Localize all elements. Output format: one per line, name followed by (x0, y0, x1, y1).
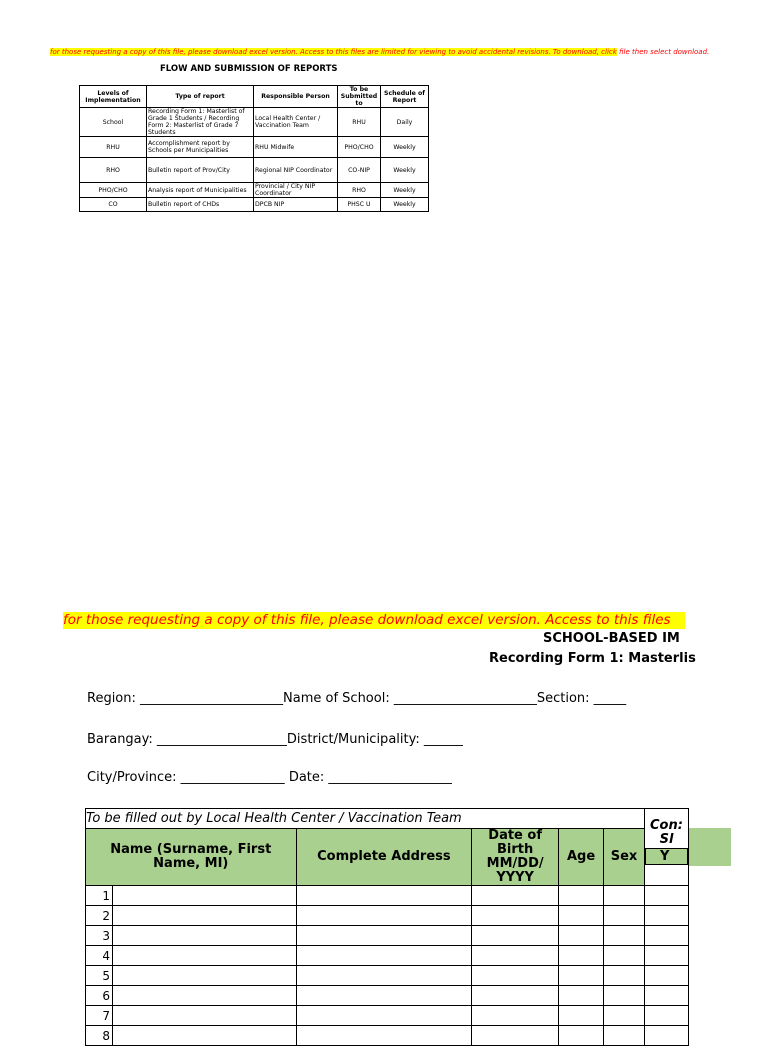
dob-cell[interactable] (472, 946, 559, 966)
date-field: Date: ___________________ (284, 770, 452, 785)
dob-cell[interactable] (472, 1026, 559, 1046)
flow-cell: RHO (80, 158, 147, 183)
barangay-field: Barangay: ____________________ (87, 732, 287, 747)
age-cell[interactable] (559, 1006, 604, 1026)
age-cell[interactable] (559, 906, 604, 926)
table-row (86, 906, 689, 926)
consent-cell[interactable] (644, 1026, 688, 1046)
dob-cell[interactable] (472, 966, 559, 986)
age-cell[interactable] (559, 986, 604, 1006)
flow-cell: RHU (338, 108, 381, 137)
address-cell[interactable] (296, 906, 472, 926)
school-name-field: Name of School: ______________________ (283, 691, 537, 706)
flow-cell: Regional NIP Coordinator (254, 158, 338, 183)
flow-cell: PHSC U (338, 198, 381, 212)
age-cell[interactable] (559, 946, 604, 966)
form-subtitle: Recording Form 1: Masterlis (489, 651, 696, 666)
dob-cell[interactable] (472, 926, 559, 946)
consent-cell[interactable] (644, 986, 688, 1006)
flow-cell: Analysis report of Municipalities (147, 183, 254, 198)
city-province-field: City/Province: ________________ (87, 770, 285, 785)
flow-cell: Weekly (381, 198, 429, 212)
consent-cell[interactable] (644, 886, 688, 906)
name-cell[interactable] (112, 906, 296, 926)
flow-header-person: Responsible Person (254, 86, 338, 108)
age-cell[interactable] (559, 926, 604, 946)
age-header: Age (559, 829, 604, 886)
flow-cell: CO (80, 198, 147, 212)
table-row (86, 1006, 689, 1026)
dob-cell[interactable] (472, 886, 559, 906)
flow-cell: RHU (80, 137, 147, 158)
name-cell[interactable] (112, 1006, 296, 1026)
flow-table-title: FLOW AND SUBMISSION OF REPORTS (160, 64, 338, 74)
row-number: 4 (86, 946, 113, 966)
sex-cell[interactable] (604, 926, 645, 946)
name-header: Name (Surname, First Name, MI) (86, 829, 297, 886)
sex-cell[interactable] (604, 906, 645, 926)
sex-cell[interactable] (604, 946, 645, 966)
row-number: 7 (86, 1006, 113, 1026)
region-field: Region: ______________________ (87, 691, 284, 706)
dob-header: Date of Birth MM/DD/ YYYY (472, 829, 559, 886)
table-row (86, 886, 689, 906)
flow-header-submitted: To be Submitted to (338, 86, 381, 108)
header-fill-overflow (689, 828, 731, 866)
flow-cell: Daily (381, 108, 429, 137)
sex-cell[interactable] (604, 1006, 645, 1026)
address-cell[interactable] (296, 986, 472, 1006)
name-cell[interactable] (112, 986, 296, 1006)
age-cell[interactable] (559, 1026, 604, 1046)
name-cell[interactable] (112, 1026, 296, 1046)
consent-cell[interactable] (644, 1006, 688, 1026)
row-number: 2 (86, 906, 113, 926)
sex-cell[interactable] (604, 886, 645, 906)
flow-header-level: Levels of Implementation (80, 86, 147, 108)
flow-cell: Bulletin report of CHDs (147, 198, 254, 212)
address-header: Complete Address (296, 829, 472, 886)
flow-cell: Local Health Center / Vaccination Team (254, 108, 338, 137)
flow-cell: Weekly (381, 137, 429, 158)
flow-cell: Recording Form 1: Masterlist of Grade 1 Students / Recording Form 2: Masterlist of Grade 7 Students (147, 108, 254, 137)
row-number: 3 (86, 926, 113, 946)
flow-header-schedule: Schedule of Report (381, 86, 429, 108)
table-row (86, 1026, 689, 1046)
row-number: 8 (86, 1026, 113, 1046)
row-number: 1 (86, 886, 113, 906)
sex-cell[interactable] (604, 1026, 645, 1046)
dob-cell[interactable] (472, 906, 559, 926)
flow-header-type: Type of report (147, 86, 254, 108)
consent-header: Con: Sl (644, 809, 688, 886)
name-cell[interactable] (112, 926, 296, 946)
form-line-city (87, 770, 452, 785)
district-field: District/Municipality: ______ (286, 732, 463, 747)
age-cell[interactable] (559, 966, 604, 986)
form-title: SCHOOL-BASED IM (543, 631, 680, 646)
sex-cell[interactable] (604, 966, 645, 986)
flow-cell: Provincial / City NIP Coordinator (254, 183, 338, 198)
fill-note: To be filled out by Local Health Center / Vaccination Team (86, 809, 645, 829)
name-cell[interactable] (112, 946, 296, 966)
dob-cell[interactable] (472, 986, 559, 1006)
age-cell[interactable] (559, 886, 604, 906)
row-number: 6 (86, 986, 113, 1006)
consent-cell[interactable] (644, 966, 688, 986)
address-cell[interactable] (296, 966, 472, 986)
address-cell[interactable] (296, 886, 472, 906)
address-cell[interactable] (296, 1026, 472, 1046)
consent-cell[interactable] (644, 906, 688, 926)
address-cell[interactable] (296, 1006, 472, 1026)
flow-cell: Weekly (381, 183, 429, 198)
table-row (86, 946, 689, 966)
flow-cell: Accomplishment report by Schools per Municipalities (147, 137, 254, 158)
masterlist-table (85, 808, 689, 1046)
flow-cell: RHU Midwife (254, 137, 338, 158)
flow-cell: PHO/CHO (338, 137, 381, 158)
address-cell[interactable] (296, 926, 472, 946)
row-number: 5 (86, 966, 113, 986)
download-notice-highlighted: for those requesting a copy of this file, please download excel version. Access to this files are limited for viewing to avoid accidental revisions. To download, click (50, 48, 617, 56)
consent-cell[interactable] (644, 926, 688, 946)
name-cell[interactable] (112, 886, 296, 906)
table-row (86, 986, 689, 1006)
form-line-barangay (87, 732, 463, 747)
sex-cell[interactable] (604, 986, 645, 1006)
section-field: Section: _____ (536, 691, 627, 706)
flow-cell: RHO (338, 183, 381, 198)
name-cell[interactable] (112, 966, 296, 986)
download-notice-rest: file then select download. (616, 48, 710, 56)
sex-header: Sex (604, 829, 645, 886)
table-row (86, 926, 689, 946)
flow-cell: Bulletin report of Prov/City (147, 158, 254, 183)
flow-cell: CO-NIP (338, 158, 381, 183)
consent-cell[interactable] (644, 946, 688, 966)
table-row (86, 966, 689, 986)
flow-cell: PHO/CHO (80, 183, 147, 198)
flow-cell: DPCB NIP (254, 198, 338, 212)
form-line-region (87, 691, 626, 706)
download-notice-large: for those requesting a copy of this file, please download excel version. Access to this files (63, 612, 685, 629)
flow-cell: School (80, 108, 147, 137)
consent-yes-header: Y (645, 848, 688, 865)
dob-cell[interactable] (472, 1006, 559, 1026)
address-cell[interactable] (296, 946, 472, 966)
flow-cell: Weekly (381, 158, 429, 183)
